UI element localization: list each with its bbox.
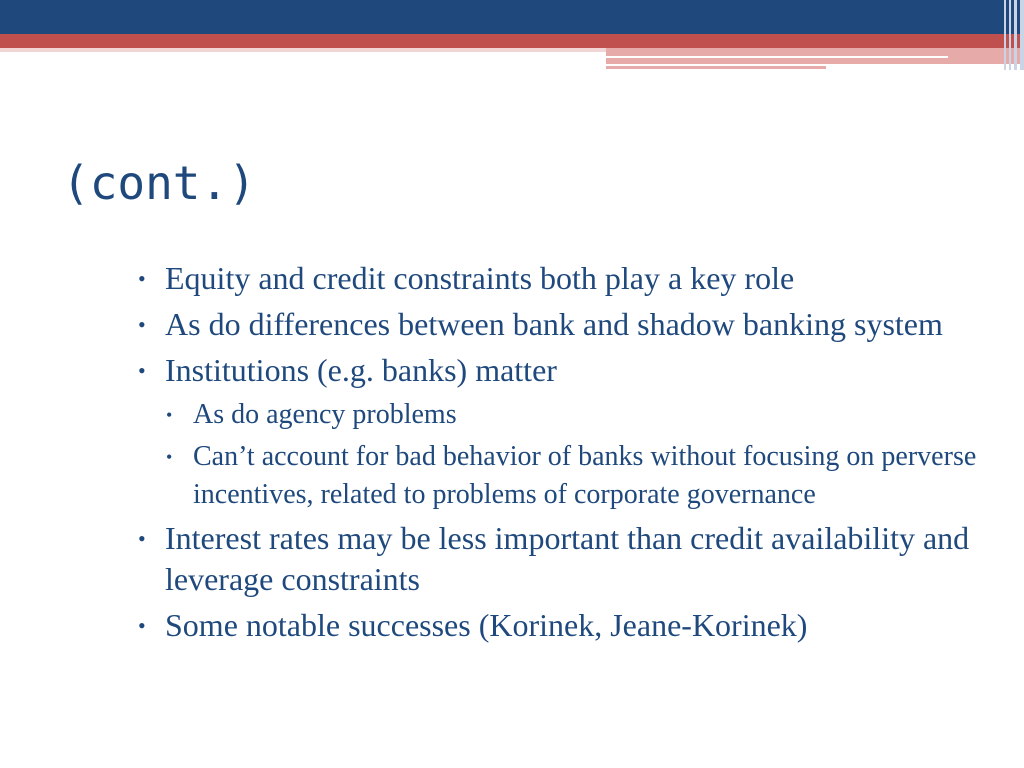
bullet-dot-icon: • <box>166 405 173 425</box>
bullet-dot-icon: • <box>138 266 146 291</box>
header-band-navy <box>0 0 1024 34</box>
bullet-item <box>138 605 978 646</box>
slide-title: (cont.) <box>62 156 256 210</box>
bullet-item <box>138 350 978 391</box>
bullet-text: As do differences between bank and shadow banking system <box>165 306 943 342</box>
header-band-pink-thin <box>606 66 826 69</box>
bullet-dot-icon: • <box>138 526 146 551</box>
bullet-dot-icon: • <box>138 358 146 383</box>
header-band-red <box>0 34 1024 48</box>
header-stripes-decoration <box>994 0 1024 70</box>
bullet-dot-icon: • <box>138 312 146 337</box>
bullet-dot-icon: • <box>138 613 146 638</box>
bullet-text: Some notable successes (Korinek, Jeane-Korinek) <box>165 607 808 643</box>
sub-bullet-item <box>166 396 978 434</box>
bullet-dot-icon: • <box>166 447 173 467</box>
bullet-text: Institutions (e.g. banks) matter <box>165 352 557 388</box>
sub-bullet-text: Can’t account for bad behavior of banks without focusing on perverse incentives, related to problems of corporate governance <box>193 441 977 510</box>
bullet-text: Interest rates may be less important than credit availability and leverage constraints <box>165 520 970 597</box>
bullet-item <box>138 518 978 600</box>
sub-bullet-text: As do agency problems <box>193 399 457 430</box>
bullet-text: Equity and credit constraints both play a key role <box>165 260 795 296</box>
bullet-item <box>138 304 978 345</box>
bullet-item <box>138 258 978 299</box>
bullet-list <box>138 258 978 651</box>
sub-bullet-item <box>166 438 978 514</box>
header-band-white-line <box>606 56 948 58</box>
